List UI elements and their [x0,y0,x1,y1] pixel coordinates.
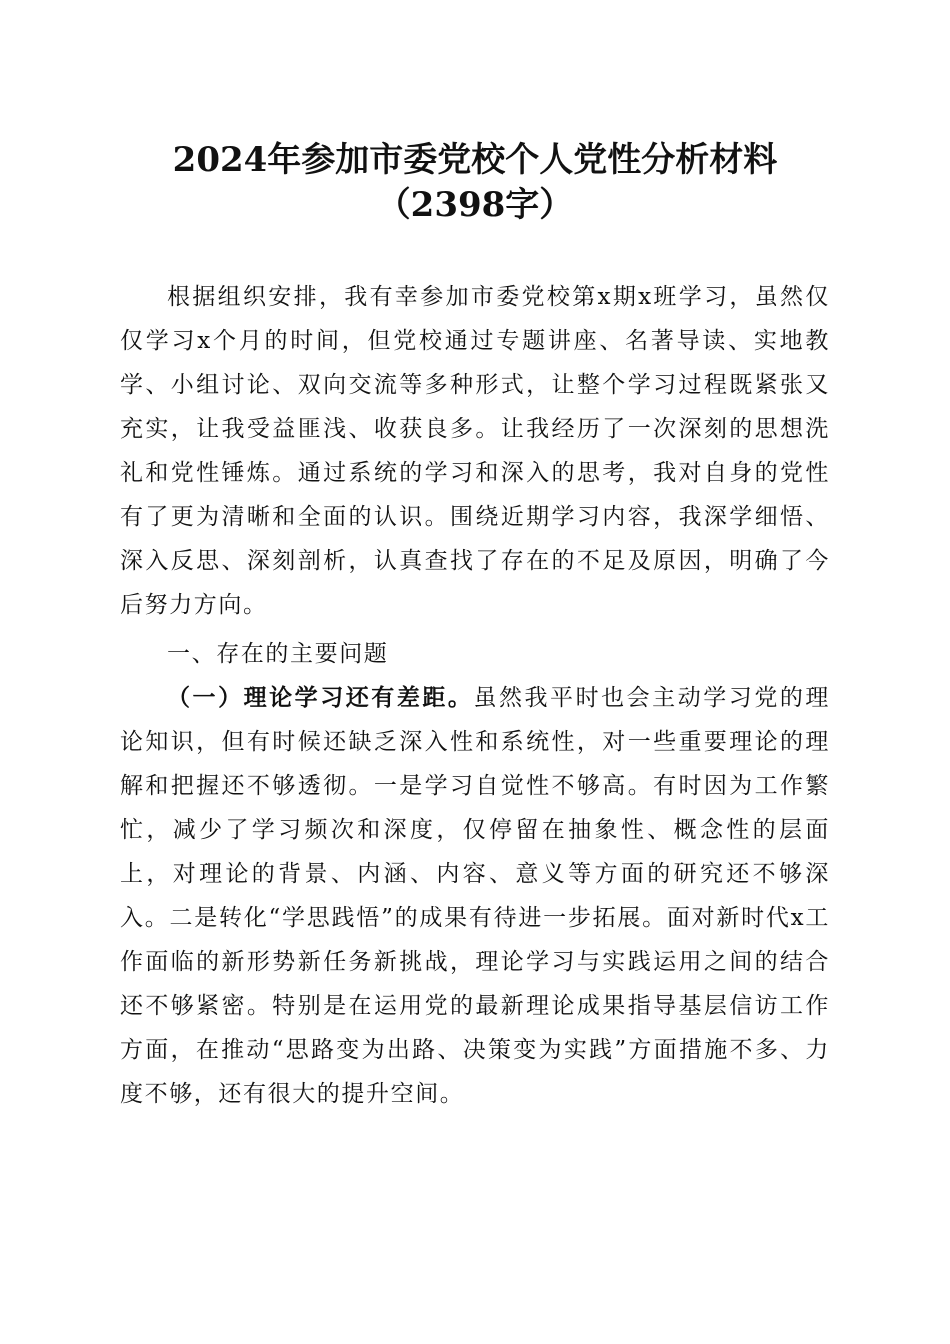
subsection-heading-theory-study: （一）理论学习还有差距。 [167,684,474,711]
intro-paragraph: 根据组织安排，我有幸参加市委党校第x期x班学习，虽然仅仅学习x个月的时间，但党校通过专题讲座、名著导读、实地教学、小组讨论、双向交流等多种形式，让整个学习过程既紧张又充实，让我受益匪浅、收获良多。让我经历了一次深刻的思想洗礼和党性锤炼。通过系统的学习和深入的思考，我对自身的党性有了更为清晰和全面的认识。围绕近期学习内容，我深学细悟、深入反思、深刻剖析，认真查找了存在的不足及原因，明确了今后努力方向。 [120,284,830,618]
subsection-paragraph-theory-study [120,676,830,1116]
section-heading-main-problems: 一、存在的主要问题 [167,641,389,667]
subsection-body-theory-study: 虽然我平时也会主动学习党的理论知识，但有时候还缺乏深入性和系统性，对一些重要理论的理解和把握还不够透彻。一是学习自觉性不够高。有时因为工作繁忙，减少了学习频次和深度，仅停留在抽象性、概念性的层面上，对理论的背景、内涵、内容、意义等方面的研究还不够深入。二是转化“学思践悟”的成果有待进一步拓展。面对新时代x工作面临的新形势新任务新挑战，理论学习与实践运用之间的结合还不够紧密。特别是在运用党的最新理论成果指导基层信访工作方面，在推动“思路变为出路、决策变为实践”方面措施不多、力度不够，还有很大的提升空间。 [120,685,831,1107]
document-subtitle-word-count: （2398字） [376,185,574,225]
document-title: 2024年参加市委党校个人党性分析材料 [172,140,778,180]
